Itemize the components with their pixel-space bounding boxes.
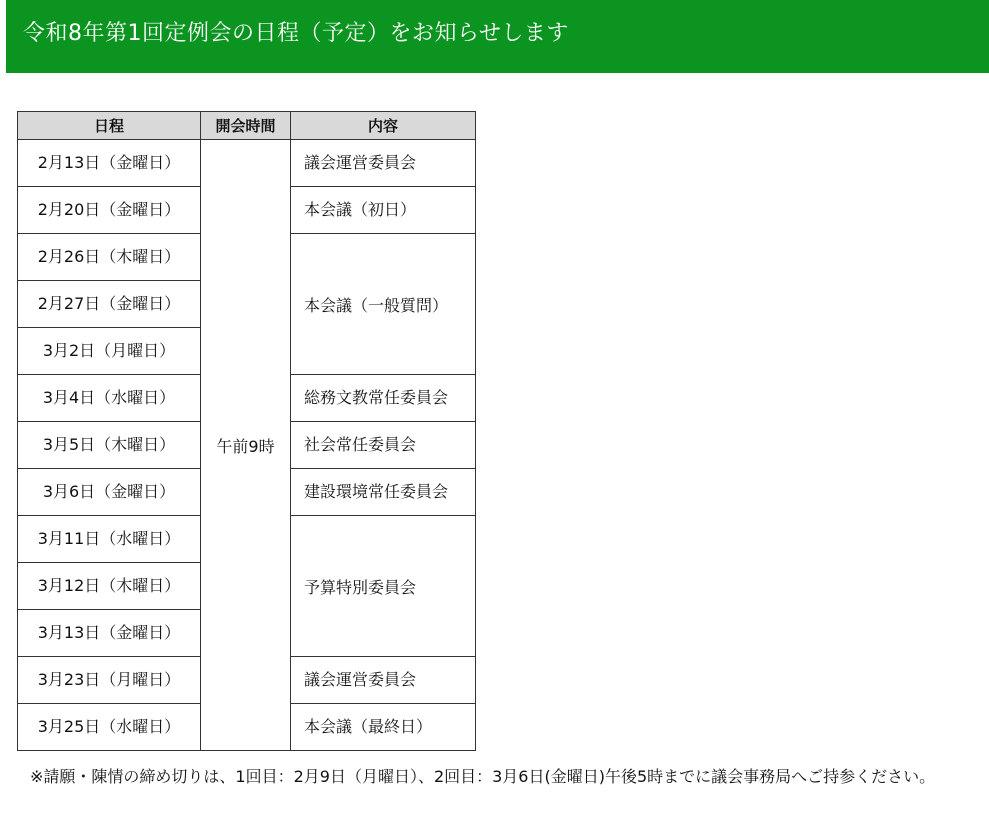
date-cell: 3月11日（水曜日） — [18, 516, 201, 563]
content-cell: 予算特別委員会 — [291, 516, 476, 657]
date-cell: 3月23日（月曜日） — [18, 657, 201, 704]
header-time: 開会時間 — [201, 112, 291, 140]
content-cell: 議会運営委員会 — [291, 657, 476, 704]
content-cell: 本会議（初日） — [291, 187, 476, 234]
header-date: 日程 — [18, 112, 201, 140]
date-cell: 2月13日（金曜日） — [18, 140, 201, 187]
date-cell: 3月5日（木曜日） — [18, 422, 201, 469]
schedule-table — [17, 111, 476, 751]
table-header-row — [18, 112, 476, 140]
content-cell: 本会議（一般質問） — [291, 234, 476, 375]
date-cell: 2月20日（金曜日） — [18, 187, 201, 234]
content-cell: 議会運営委員会 — [291, 140, 476, 187]
date-cell: 2月26日（木曜日） — [18, 234, 201, 281]
date-cell: 3月25日（水曜日） — [18, 704, 201, 751]
content-cell: 本会議（最終日） — [291, 704, 476, 751]
date-cell: 3月2日（月曜日） — [18, 328, 201, 375]
content-cell: 建設環境常任委員会 — [291, 469, 476, 516]
page-title: 令和8年第1回定例会の日程（予定）をお知らせします — [23, 21, 569, 46]
date-cell: 3月12日（木曜日） — [18, 563, 201, 610]
date-cell: 3月13日（金曜日） — [18, 610, 201, 657]
header-content: 内容 — [291, 112, 476, 140]
content-cell: 社会常任委員会 — [291, 422, 476, 469]
date-cell: 2月27日（金曜日） — [18, 281, 201, 328]
table-row — [18, 140, 476, 187]
date-cell: 3月4日（水曜日） — [18, 375, 201, 422]
content-cell: 総務文教常任委員会 — [291, 375, 476, 422]
deadline-note: ※請願・陳情の締め切りは、1回目：2月9日（月曜日）、2回目：3月6日(金曜日)午後5時までに議会事務局へご持参ください。 — [30, 767, 936, 786]
date-cell: 3月6日（金曜日） — [18, 469, 201, 516]
time-cell: 午前9時 — [201, 140, 291, 751]
page-header — [6, 0, 989, 73]
